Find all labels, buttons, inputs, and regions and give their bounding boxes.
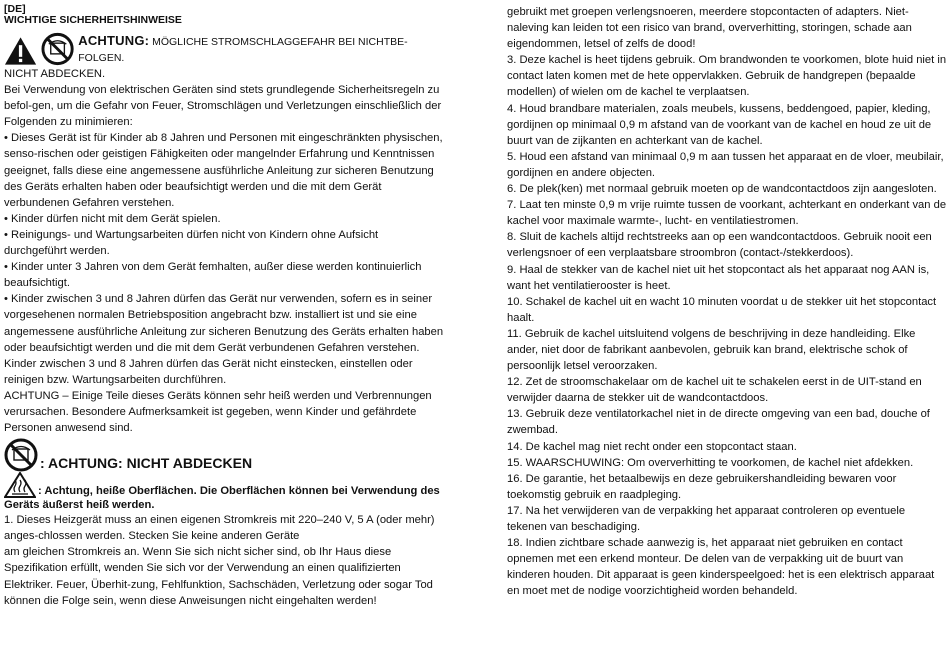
bullet-item: • Reinigungs- und Wartungsarbeiten dürfen nicht von Kindern ohne Aufsicht durchgeführt werden. [4, 228, 379, 258]
numbered-item: 18. Indien zichtbare schade aanwezig is, het apparaat niet gebruiken en contact opnemen met een erkend monteur. De delen van de verpakking uit de buurt van kinderen houden. Dit apparaat is geen kinderspeelgoed: het is een elektrisch apparaat en moet met de nodige voorzichtigheid worden behandeld. [507, 537, 935, 598]
numbered-item: 8. Sluit de kachels altijd rechtstreeks aan op een wandcontactdoos. Gebruik nooit een verlengsnoer of een verplaatsbare stroombron (contact-/stekkerdoos). [507, 231, 932, 260]
shock-warning-row [4, 28, 444, 66]
numbered-item: 17. Na het verwijderen van de verpakking het apparaat controleren op eventuele tekenen van beschadiging. [507, 504, 906, 533]
warning-line2: NICHT ABDECKEN. [4, 68, 106, 80]
bullet-item: • Kinder unter 3 Jahren von dem Gerät femhalten, außer diese werden kontinuierlich beaufsichtigt. [4, 261, 422, 290]
hot-parts-warning: ACHTUNG – Einige Teile dieses Geräts können sehr heiß werden und Verbrennungen verursachen. Besondere Aufmerksamkeit ist gegeben, wenn Kinder und gefährdete Personen anwesend sind. [4, 389, 432, 435]
cover-warning-title: : ACHTUNG: NICHT ABDECKEN [40, 455, 253, 472]
numbered-item: 12. Zet de stroomschakelaar om de kachel uit te schakelen eerst in de UIT-stand en verwijder daarna de stekker uit de wandcontactdoos. [507, 376, 922, 405]
do-not-cover-icon [41, 32, 74, 66]
numbered-item: 11. Gebruik de kachel uitsluitend volgens de beschrijving in deze handleiding. Elke ander, niet door de fabrikant aanbevolen, gebruik kan brand, elektrische schok of persoonlijk letsel veroorzaken. [507, 327, 916, 373]
warning-triangle-icon [4, 36, 37, 66]
bullet-item: • Kinder zwischen 3 und 8 Jahren dürfen das Gerät nur verwenden, sofern es in seiner vorgesehenen normalen Betriebsposition angebracht bzw. installiert ist und sie eine angemessene ausführliche Anleitung zur sicheren Benutzung des Geräts erhalten haben oder beaufsichtigt werden und die mit dem Gerät verbundenen Gefahren verstehen. Kinder zwischen 3 und 8 Jahren dürfen das Gerät nicht einstecken, einstellen oder reinigen bzw. Wartungsarbeiten durchführen. [4, 293, 444, 386]
german-column [4, 4, 444, 609]
numbered-item: 15. WAARSCHUWING: Om oververhitting te voorkomen, de kachel niet afdekken. [507, 456, 914, 469]
numbered-item: 7. Laat ten minste 0,9 m vrije ruimte tussen de voorkant, achterkant en onderkant van de kachel voor maximale warmte-, lucht- en ventilatiestromen. [507, 199, 947, 228]
language-tag: [DE] [4, 3, 26, 15]
numbered-item-1-continued: am gleichen Stromkreis an. Wenn Sie sich nicht sicher sind, ob Ihr Haus diese Spezifikation erfüllt, wenden Sie sich vor der Verwendung an einen qualifizierten Elektriker. Feuer, Überhit-zung, Fehlfunktion, Sachschäden, Verletzung oder sogar Tod können die Folge sein, wenn diese Anweisungen nicht eingehalten werden! [4, 546, 433, 607]
numbered-item: 4. Houd brandbare materialen, zoals meubels, kussens, beddengoed, papier, kleding, gordijnen op minimaal 0,9 m afstand van de voorkant van de kachel en houd ze uit de buurt van de zijkanten en achterkant van de kachel. [507, 102, 932, 147]
hot-surface-icon [4, 472, 36, 498]
intro-paragraph: Bei Verwendung von elektrischen Geräten sind stets grundlegende Sicherheitsregeln zu befol-gen, um die Gefahr von Feuer, Stromschlägen und Verletzungen einschließlich der Folgenden zu minimieren: [4, 84, 442, 129]
warning-label: ACHTUNG: [78, 32, 150, 48]
bullet-item: • Kinder dürfen nicht mit dem Gerät spielen. [4, 212, 221, 225]
numbered-item: 5. Houd een afstand van minimaal 0,9 m aan tussen het apparaat en de vloer, meubilair, gordijnen en andere objecten. [507, 150, 944, 179]
cover-warning-row [4, 438, 444, 472]
numbered-item: 16. De garantie, het betaalbewijs en deze gebruikershandleiding bewaren voor toekomstig gebruik en raadpleging. [507, 472, 897, 501]
numbered-item: 13. Gebruik deze ventilatorkachel niet in de directe omgeving van een bad, douche of zwembad. [507, 408, 930, 437]
numbered-item: 9. Haal de stekker van de kachel niet uit het stopcontact als het apparaat nog AAN is, want het ventilatierooster is heet. [507, 263, 930, 292]
hot-surface-text: : Achtung, heiße Oberflächen. Die Oberflächen können bei Verwendung des Geräts äußerst heiß werden. [4, 485, 440, 512]
bullet-item: • Dieses Gerät ist für Kinder ab 8 Jahren und Personen mit eingeschränkten physischen, senso-rischen oder geistigen Fähigkeiten oder mangelnder Erfahrung und Kenntnissen geeignet, falls diese eine angemessene ausführliche Anleitung zur sicheren Benutzung des Geräts erhalten haben oder beaufsichtigt werden und die mit dem Gerät verbundenen Gefahren verstehen. [4, 132, 443, 209]
do-not-cover-icon [4, 438, 38, 472]
numbered-item: 10. Schakel de kachel uit en wacht 10 minuten voordat u de stekker uit het stopcontact haalt. [507, 295, 937, 324]
dutch-column [507, 4, 947, 599]
numbered-item: 6. De plek(ken) met normaal gebruik moeten op de wandcontactdoos zijn aangesloten. [507, 183, 937, 196]
warning-text: MÖGLICHE STROMSCHLAGGEFAHR BEI NICHTBE-FOLGEN. [78, 35, 408, 64]
safety-heading: WICHTIGE SICHERHEITSHINWEISE [4, 14, 182, 26]
paragraph: gebruikt met groepen verlengsnoeren, meerdere stopcontacten of adapters. Niet-naleving kan leiden tot een risico van brand, oververhitting, storingen, schade aan eigendommen, letsel of zelfs de dood! [507, 6, 912, 51]
numbered-item: 14. De kachel mag niet recht onder een stopcontact staan. [507, 440, 797, 453]
numbered-item: 3. Deze kachel is heet tijdens gebruik. Om brandwonden te voorkomen, blote huid niet in contact laten komen met de hete oppervlakken. Gebruik de handgrepen (bepaalde modellen) of wielen om de kachel te verplaatsen. [507, 54, 947, 99]
numbered-item-1: 1. Dieses Heizgerät muss an einen eigenen Stromkreis mit 220–240 V, 5 A (oder mehr) anges-chlossen werden. Stecken Sie keine anderen Geräte [4, 514, 435, 543]
